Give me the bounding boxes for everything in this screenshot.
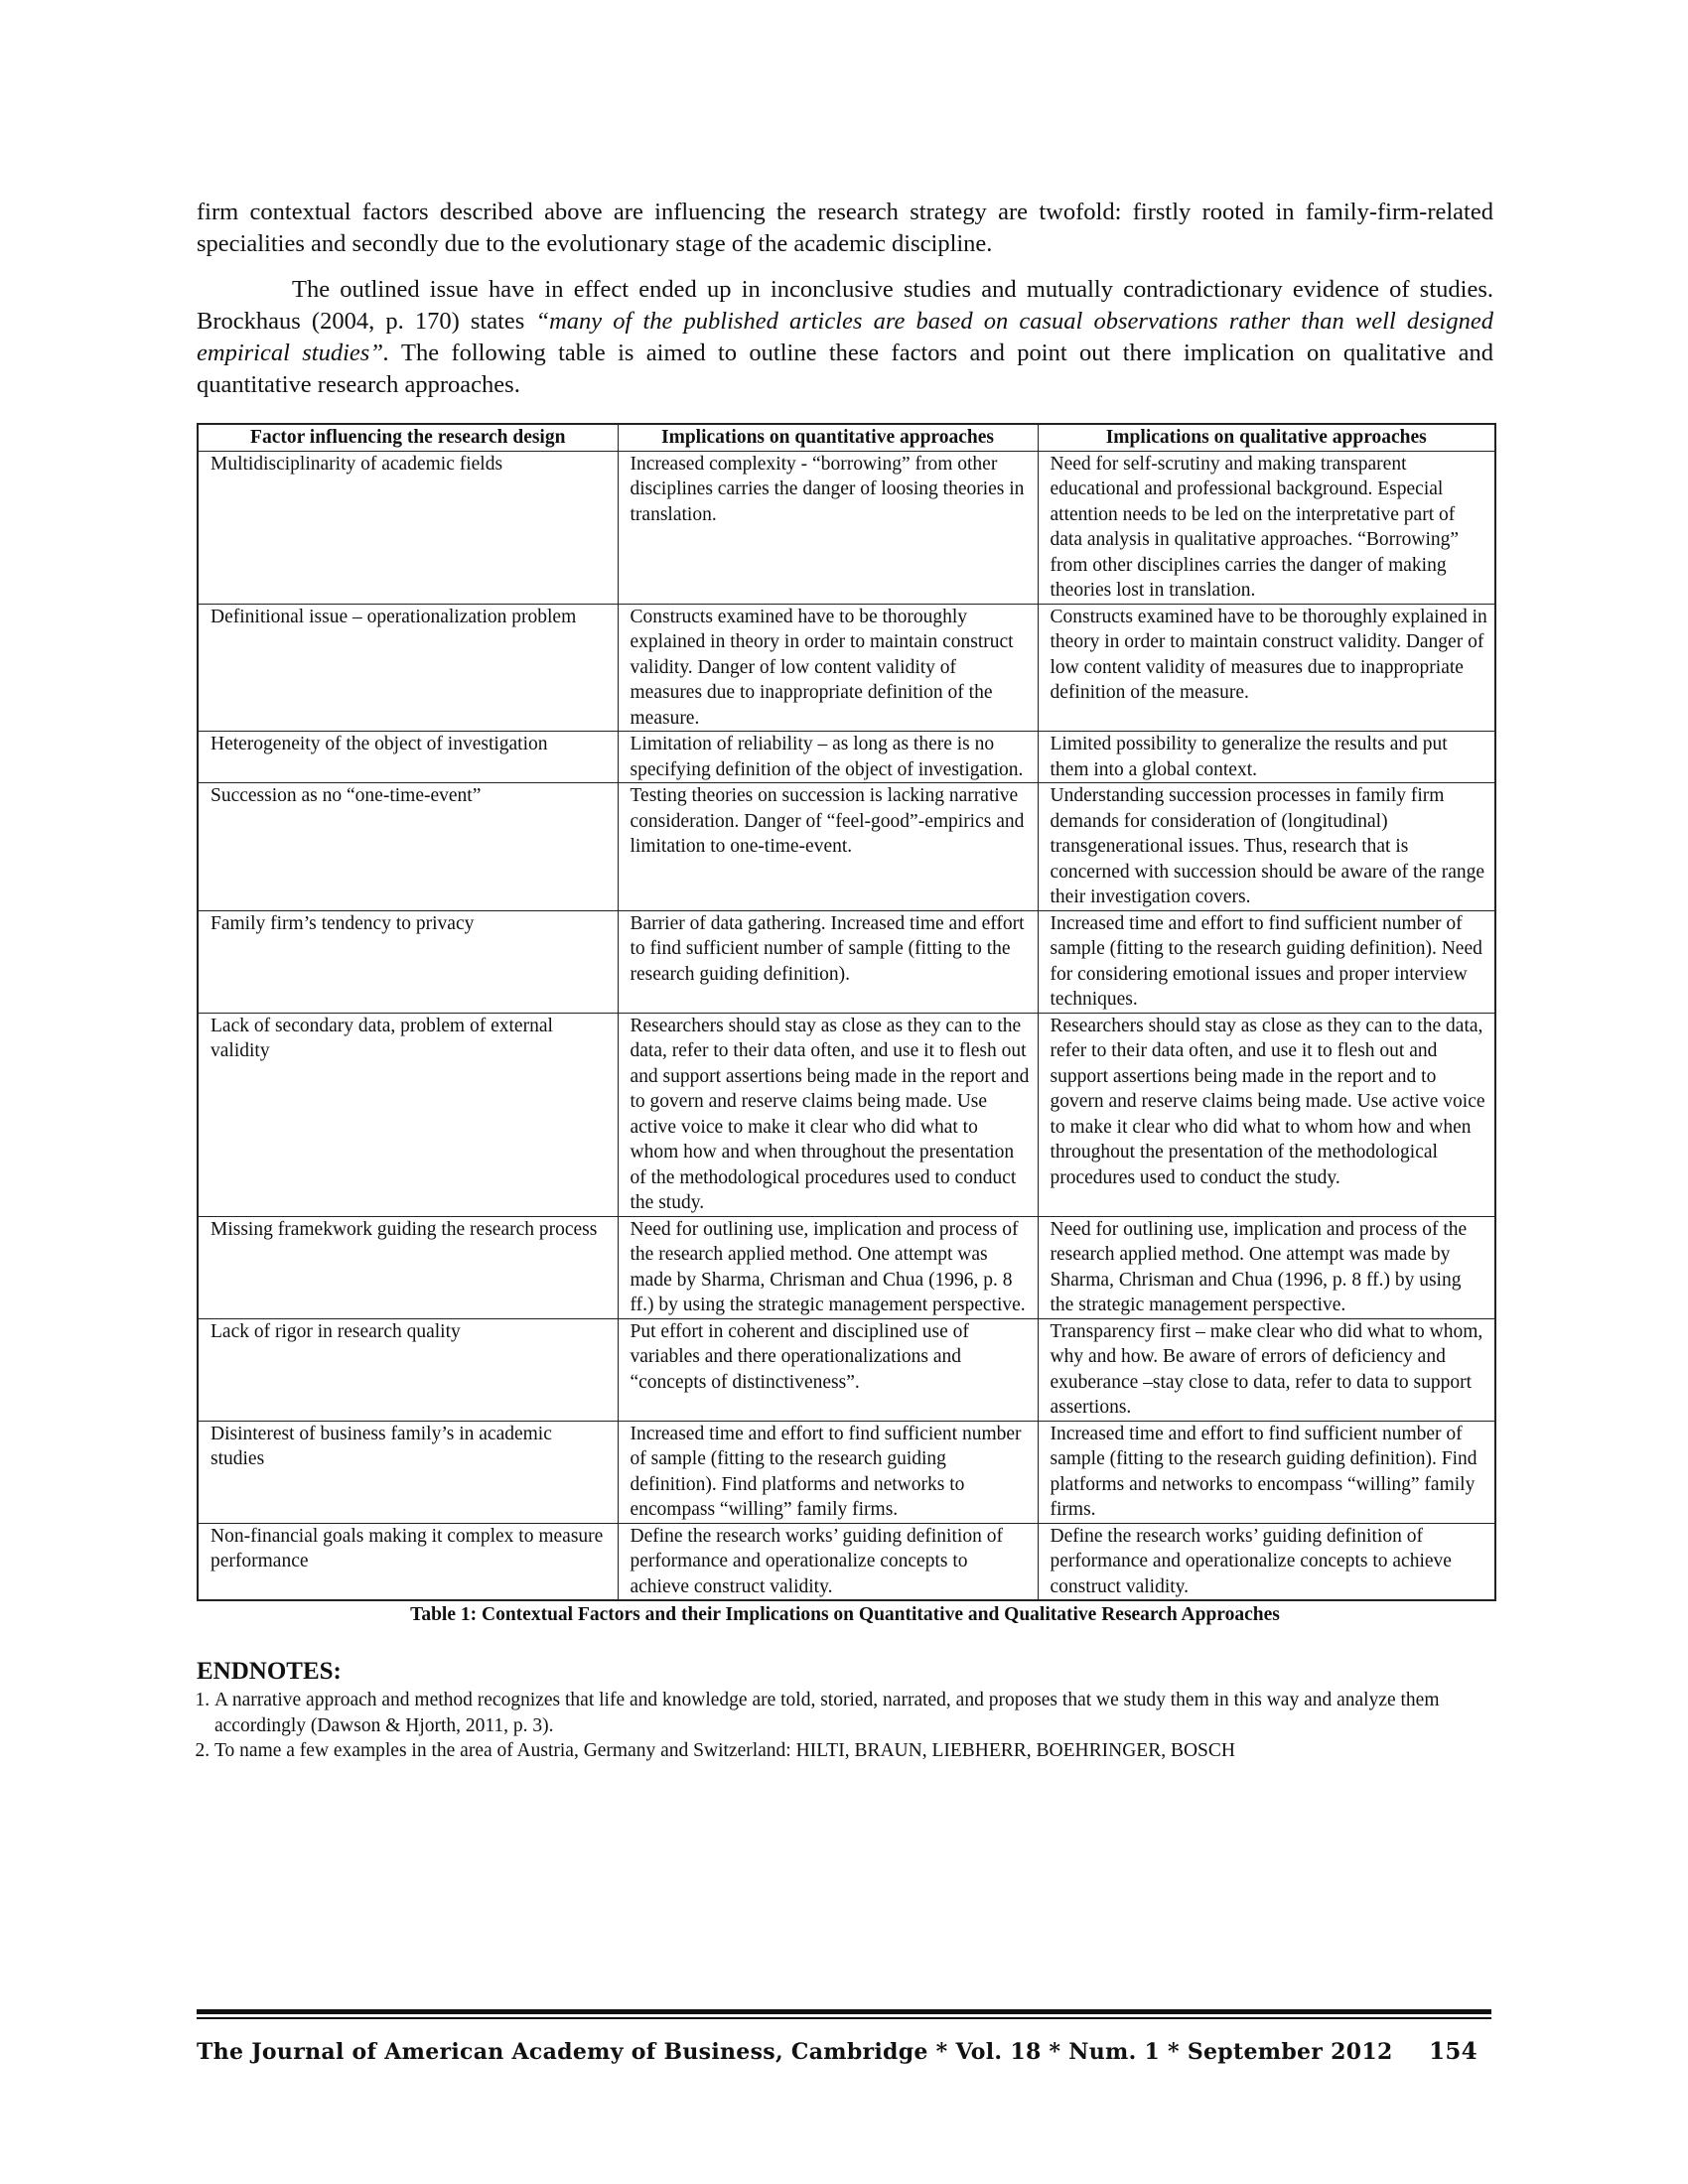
factor-cell: Definitional issue – operationalization problem <box>198 604 618 732</box>
endnote-item: 1. A narrative approach and method recognizes that life and knowledge are told, storied, narrated, and proposes that we study them in this way and analyze them accordingly (Dawson & Hjorth, 2011, p. 3). <box>214 1688 1466 1738</box>
table-row <box>198 1318 1495 1421</box>
factor-cell: Heterogeneity of the object of investigation <box>198 732 618 783</box>
page-number: 154 <box>1429 2038 1477 2065</box>
quantitative-cell: Testing theories on succession is lacking narrative consideration. Danger of “feel-good”-empirics and limitation to one-time-event. <box>618 783 1038 911</box>
endnotes-heading: ENDNOTES: <box>197 1658 342 1685</box>
endnote-item: 2. To name a few examples in the area of Austria, Germany and Switzerland: HILTI, BRAUN, LIEBHERR, BOEHRINGER, BOSCH <box>214 1738 1466 1764</box>
footer-rule <box>197 2009 1491 2014</box>
table-header-row <box>198 424 1495 451</box>
qualitative-cell: Increased time and effort to find sufficient number of sample (fitting to the research guiding definition). Find platforms and networks to encompass “willing” family firms. <box>1038 1421 1495 1523</box>
factor-cell: Succession as no “one-time-event” <box>198 783 618 911</box>
intro-paragraph-2 <box>197 274 1493 401</box>
contextual-factors-table <box>197 423 1496 1601</box>
qualitative-cell: Need for self-scrutiny and making transparent educational and professional background. Especial attention needs to be led on the interpretative part of data analysis in qualitative approaches. “Borrowing” from other disciplines carries the danger of making theories lost in translation. <box>1038 451 1495 604</box>
quantitative-cell: Limitation of reliability – as long as there is no specifying definition of the object of investigation. <box>618 732 1038 783</box>
factor-cell: Missing framekwork guiding the research process <box>198 1216 618 1318</box>
page-footer <box>197 2038 1477 2066</box>
table-row <box>198 910 1495 1013</box>
table-row <box>198 1013 1495 1216</box>
factor-cell: Lack of rigor in research quality <box>198 1318 618 1421</box>
table-row <box>198 732 1495 783</box>
qualitative-cell: Define the research works’ guiding definition of performance and operationalize concepts to achieve construct validity. <box>1038 1523 1495 1600</box>
table-row <box>198 1421 1495 1523</box>
table-row <box>198 604 1495 732</box>
table-row <box>198 451 1495 604</box>
factor-cell: Lack of secondary data, problem of external validity <box>198 1013 618 1216</box>
qualitative-cell: Need for outlining use, implication and process of the research applied method. One attempt was made by Sharma, Chrisman and Chua (1996, p. 8 ff.) by using the strategic management perspective. <box>1038 1216 1495 1318</box>
footer-rule-thin <box>197 2017 1491 2019</box>
journal-citation: The Journal of American Academy of Business, Cambridge * Vol. 18 * Num. 1 * September 2012 <box>197 2039 1393 2065</box>
intro-paragraph-1: firm contextual factors described above are influencing the research strategy are twofold: firstly rooted in family-firm-related specialities and secondly due to the evolutionary stage of the academic discipline. <box>197 199 1493 257</box>
quantitative-cell: Put effort in coherent and disciplined use of variables and there operationalizations and “concepts of distinctiveness”. <box>618 1318 1038 1421</box>
qualitative-cell: Constructs examined have to be thoroughly explained in theory in order to maintain construct validity. Danger of low content validity of measures due to inappropriate definition of the measure. <box>1038 604 1495 732</box>
paragraph-2-lead: The outlined issue have in effect ended up in inconclusive studies and mutually contradictionary evidence of studies. Brockhaus (2004, p. 170) states <box>197 276 1493 335</box>
factor-cell: Family firm’s tendency to privacy <box>198 910 618 1013</box>
factor-cell: Disinterest of business family’s in academic studies <box>198 1421 618 1523</box>
endnotes-list <box>197 1688 1466 1764</box>
factor-cell: Non-financial goals making it complex to measure performance <box>198 1523 618 1600</box>
qualitative-cell: Increased time and effort to find sufficient number of sample (fitting to the research guiding definition). Need for considering emotional issues and proper interview techniques. <box>1038 910 1495 1013</box>
qualitative-cell: Understanding succession processes in family firm demands for consideration of (longitudinal) transgenerational issues. Thus, research that is concerned with succession should be aware of the range their investigation covers. <box>1038 783 1495 911</box>
qualitative-cell: Limited possibility to generalize the results and put them into a global context. <box>1038 732 1495 783</box>
brockhaus-quote: “many of the published articles are based on casual observations rather than well designed empirical studies”. <box>197 308 1493 366</box>
page-content <box>197 197 1493 1764</box>
quantitative-cell: Researchers should stay as close as they can to the data, refer to their data often, and use it to flesh out and support assertions being made in the report and to govern and reserve claims being made. Use active voice to make it clear who did what to whom how and when throughout the presentation of the methodological procedures used to conduct the study. <box>618 1013 1038 1216</box>
factor-cell: Multidisciplinarity of academic fields <box>198 451 618 604</box>
qualitative-cell: Researchers should stay as close as they can to the data, refer to their data often, and use it to flesh out and support assertions being made in the report and to govern and reserve claims being made. Use active voice to make it clear who did what to whom how and when throughout the presentation of the methodological procedures used to conduct the study. <box>1038 1013 1495 1216</box>
qualitative-cell: Transparency first – make clear who did what to whom, why and how. Be aware of errors of deficiency and exuberance –stay close to data, refer to data to support assertions. <box>1038 1318 1495 1421</box>
quantitative-cell: Constructs examined have to be thoroughly explained in theory in order to maintain construct validity. Danger of low content validity of measures due to inappropriate definition of the measure. <box>618 604 1038 732</box>
quantitative-cell: Barrier of data gathering. Increased time and effort to find sufficient number of sample (fitting to the research guiding definition). <box>618 910 1038 1013</box>
quantitative-cell: Increased complexity - “borrowing” from other disciplines carries the danger of loosing theories in translation. <box>618 451 1038 604</box>
header-factor: Factor influencing the research design <box>198 424 618 451</box>
table-row <box>198 1523 1495 1600</box>
table-row <box>198 783 1495 911</box>
table-row <box>198 1216 1495 1318</box>
header-qualitative: Implications on qualitative approaches <box>1038 424 1495 451</box>
header-quantitative: Implications on quantitative approaches <box>618 424 1038 451</box>
table-caption: Table 1: Contextual Factors and their Implications on Quantitative and Qualitative Research Approaches <box>410 1604 1280 1625</box>
paragraph-2-tail: The following table is aimed to outline these factors and point out there implication on qualitative and quantitative research approaches. <box>197 340 1493 398</box>
quantitative-cell: Increased time and effort to find sufficient number of sample (fitting to the research guiding definition). Find platforms and networks to encompass “willing” family firms. <box>618 1421 1038 1523</box>
quantitative-cell: Need for outlining use, implication and process of the research applied method. One attempt was made by Sharma, Chrisman and Chua (1996, p. 8 ff.) by using the strategic management perspective. <box>618 1216 1038 1318</box>
quantitative-cell: Define the research works’ guiding definition of performance and operationalize concepts to achieve construct validity. <box>618 1523 1038 1600</box>
